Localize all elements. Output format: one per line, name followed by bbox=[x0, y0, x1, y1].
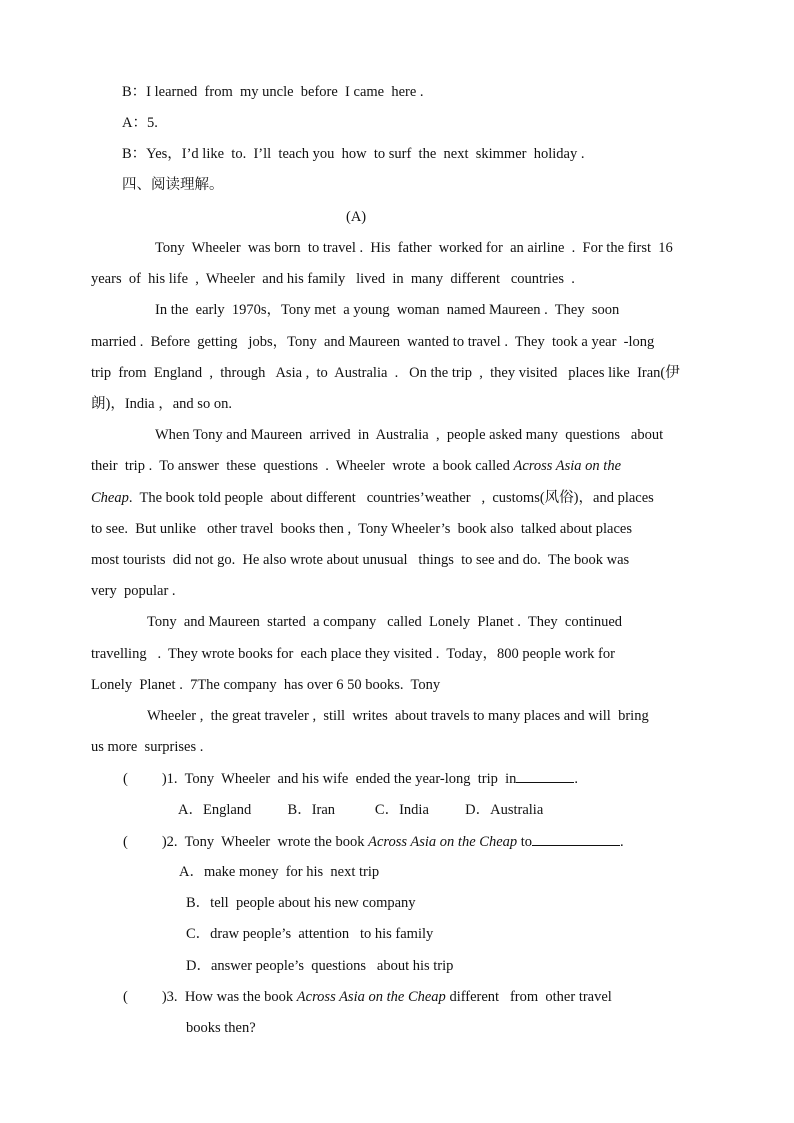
passage-line bbox=[91, 488, 654, 508]
answer-paren[interactable]: ( bbox=[123, 834, 128, 850]
question-stem: different from other travel bbox=[445, 989, 612, 1005]
passage-line: trip from England , through Asia , to Australia . On the trip , they visited places like Iran(伊 bbox=[91, 365, 680, 381]
passage-line: 朗)，India ，and so on. bbox=[91, 396, 232, 412]
passage-line: Lonely Planet . 7The company has over 6 50 books. Tony bbox=[91, 677, 441, 693]
question-2-option-c: C．draw people’s attention to his family bbox=[186, 926, 434, 942]
question-3 bbox=[123, 987, 612, 1007]
answer-paren[interactable]: ( bbox=[123, 989, 128, 1005]
book-title: Across Asia on the Cheap bbox=[368, 834, 518, 850]
answer-blank[interactable] bbox=[516, 768, 574, 783]
dialogue-line-b2: B：Yes，I’d like to. I’ll teach you how to surf the next skimmer holiday . bbox=[122, 146, 585, 162]
passage-line bbox=[91, 456, 621, 476]
passage-text: their trip . To answer these questions . Wheeler wrote a book called bbox=[91, 458, 514, 474]
question-stem: How was the book bbox=[184, 989, 297, 1005]
book-title: Cheap bbox=[91, 490, 129, 506]
question-end: . bbox=[574, 771, 579, 787]
question-number: )2. bbox=[161, 834, 178, 850]
dialogue-line-a1: A：5. bbox=[122, 115, 158, 131]
passage-line: Tony and Maureen started a company called Lonely Planet . They continued bbox=[147, 614, 623, 630]
passage-line: to see. But unlike other travel books then , Tony Wheeler’s book also talked about places bbox=[91, 521, 633, 537]
answer-blank[interactable] bbox=[532, 831, 620, 846]
passage-line: years of his life , Wheeler and his family lived in many different countries . bbox=[91, 271, 575, 287]
passage-text: . The book told people about different countries’weather , customs(风俗)，and places bbox=[128, 490, 654, 506]
passage-line: In the early 1970s，Tony met a young woman named Maureen . They soon bbox=[155, 302, 620, 318]
question-2-option-a: A．make money for his next trip bbox=[179, 864, 380, 880]
question-end: . bbox=[620, 834, 624, 850]
question-stem: Tony Wheeler wrote the book bbox=[184, 834, 369, 850]
dialogue-line-b1: B：I learned from my uncle before I came here . bbox=[122, 84, 424, 100]
passage-line: Tony Wheeler was born to travel . His father worked for an airline . For the first 16 bbox=[155, 240, 673, 256]
passage-line: most tourists did not go. He also wrote about unusual things to see and do. The book was bbox=[91, 552, 630, 568]
passage-line: Wheeler , the great traveler , still writes about travels to many places and will bring bbox=[147, 708, 649, 724]
question-stem: to bbox=[517, 834, 533, 850]
passage-line: When Tony and Maureen arrived in Australia , people asked many questions about bbox=[155, 427, 664, 443]
question-2-option-d: D．answer people’s questions about his trip bbox=[186, 958, 454, 974]
question-1 bbox=[123, 768, 578, 789]
passage-label: (A) bbox=[346, 209, 367, 225]
passage-line: us more surprises . bbox=[91, 739, 204, 755]
question-2 bbox=[123, 831, 624, 852]
passage-line: married . Before getting jobs，Tony and Maureen wanted to travel . They took a year -long bbox=[91, 334, 655, 350]
question-number: )1. bbox=[161, 771, 178, 787]
question-1-options: A．England B．Iran C．India D．Australia bbox=[178, 802, 544, 818]
section-heading: 四、阅读理解。 bbox=[122, 177, 224, 193]
book-title: Across Asia on the bbox=[513, 458, 622, 474]
question-stem: Tony Wheeler and his wife ended the year-long trip in bbox=[184, 771, 517, 787]
question-2-option-b: B．tell people about his new company bbox=[186, 895, 416, 911]
question-number: )3. bbox=[161, 989, 178, 1005]
passage-line: very popular . bbox=[91, 583, 176, 599]
passage-line: travelling . They wrote books for each place they visited . Today，800 people work for bbox=[91, 646, 615, 662]
question-3-line-2: books then? bbox=[186, 1020, 256, 1036]
answer-paren[interactable]: ( bbox=[123, 771, 128, 787]
book-title: Across Asia on the Cheap bbox=[296, 989, 446, 1005]
